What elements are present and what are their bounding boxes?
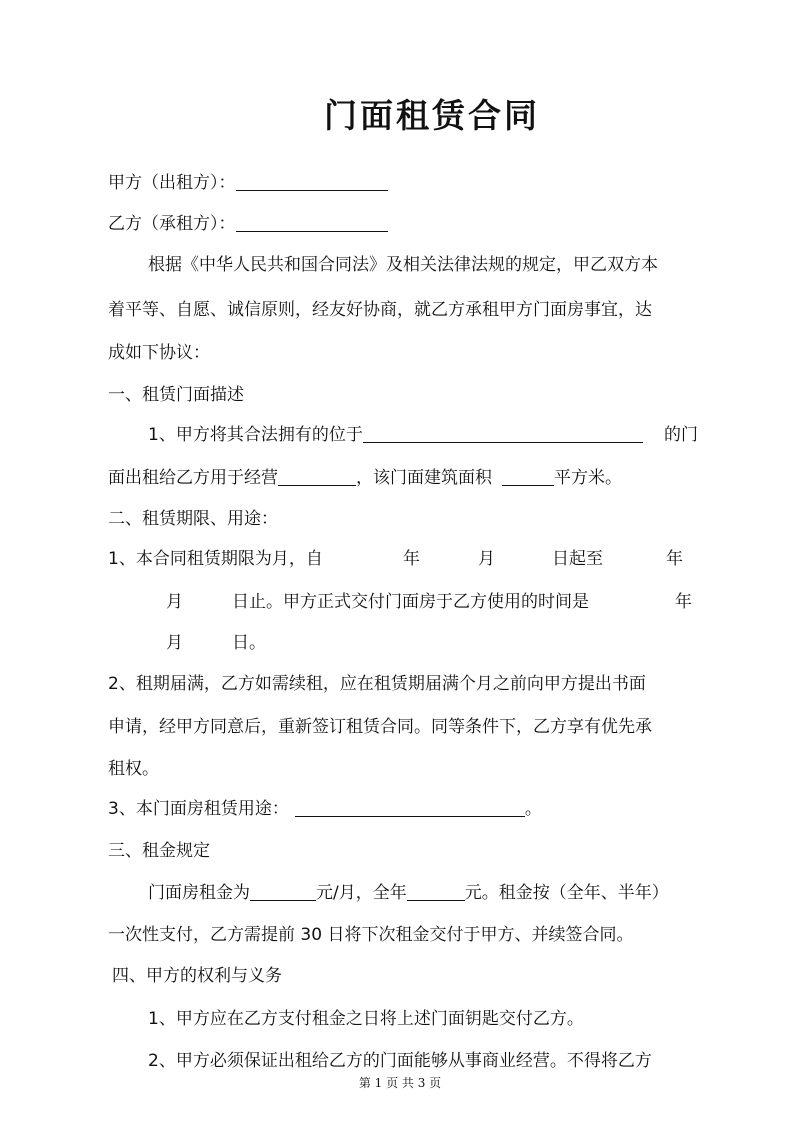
intro-line-2: 着平等、自愿、诚信原则，经友好协商，就乙方承租甲方门面房事宜，达 — [108, 300, 652, 320]
location-text: 1、甲方将其合法拥有的位于 — [148, 425, 363, 445]
party-a-blank — [236, 172, 388, 191]
intro-line-1: 根据《中华人民共和国合同法》及相关法律法规的规定，甲乙双方本 — [148, 255, 658, 275]
party-b-label: 乙方（承租方）： — [108, 214, 236, 234]
location-blank — [363, 424, 643, 443]
term-year-2: 年 — [666, 549, 683, 569]
rent-text: 门面房租金为 — [148, 883, 250, 903]
section-3-heading: 三、租金规定 — [108, 841, 210, 861]
purpose-text: 3、本门面房租赁用途： — [108, 799, 289, 819]
term-year-1: 年 — [403, 549, 420, 569]
purpose-line — [108, 797, 542, 821]
delivery-month: 月 — [166, 633, 183, 653]
payment-text: 元。租金按（全年、半年） — [464, 883, 669, 903]
payment-line: 一次性支付，乙方需提前 30 日将下次租金交付于甲方、并续签合同。 — [108, 925, 634, 945]
party-a-label: 甲方（出租方）： — [108, 173, 236, 193]
area-blank — [502, 467, 554, 486]
purpose-blank — [295, 798, 525, 817]
section-2-heading: 二、租赁期限、用途： — [108, 509, 278, 529]
location-line-end: 的门 — [664, 425, 698, 445]
party-b-line — [108, 212, 388, 236]
party-b-blank — [236, 213, 388, 232]
area-text: ，该门面建筑面积 — [356, 468, 492, 488]
section-4-heading: 四、甲方的权利与义务 — [112, 966, 282, 986]
location-line — [148, 423, 643, 447]
area-unit: 平方米。 — [554, 468, 622, 488]
renewal-line-2: 申请，经甲方同意后，重新签订租赁合同。同等条件下，乙方享有优先承 — [108, 717, 652, 737]
renewal-line-3: 租权。 — [108, 759, 159, 779]
section-4-item-2: 2、甲方必须保证出租给乙方的门面能够从事商业经营。不得将乙方 — [148, 1051, 652, 1071]
intro-line-3: 成如下协议： — [108, 343, 210, 363]
usage-area-line — [108, 466, 622, 490]
term-day-from: 日起至 — [552, 549, 603, 569]
section-4-item-1: 1、甲方应在乙方支付租金之日将上述门面钥匙交付乙方。 — [148, 1009, 584, 1029]
monthly-rent-blank — [250, 882, 316, 901]
annual-rent-blank — [407, 882, 465, 901]
party-a-line — [108, 171, 388, 195]
term-day-to: 日止。甲方正式交付门面房于乙方使用的时间是 — [232, 592, 589, 612]
annual-text: 元/月，全年 — [316, 883, 407, 903]
usage-text: 面出租给乙方用于经营 — [108, 468, 278, 488]
purpose-end: 。 — [524, 799, 542, 819]
delivery-year: 年 — [675, 592, 692, 612]
document-title: 门面租赁合同 — [324, 96, 540, 135]
term-month-1: 月 — [478, 549, 495, 569]
section-1-heading: 一、租赁门面描述 — [108, 385, 244, 405]
renewal-line-1: 2、租期届满，乙方如需续租，应在租赁期届满个月之前向甲方提出书面 — [108, 674, 646, 694]
business-blank — [278, 467, 356, 486]
term-month-2: 月 — [166, 592, 183, 612]
rent-line — [148, 881, 669, 905]
page-footer: 第 1 页 共 3 页 — [358, 1076, 442, 1090]
delivery-day: 日。 — [232, 633, 266, 653]
term-text-start: 1、本合同租赁期限为月，自 — [108, 549, 323, 569]
